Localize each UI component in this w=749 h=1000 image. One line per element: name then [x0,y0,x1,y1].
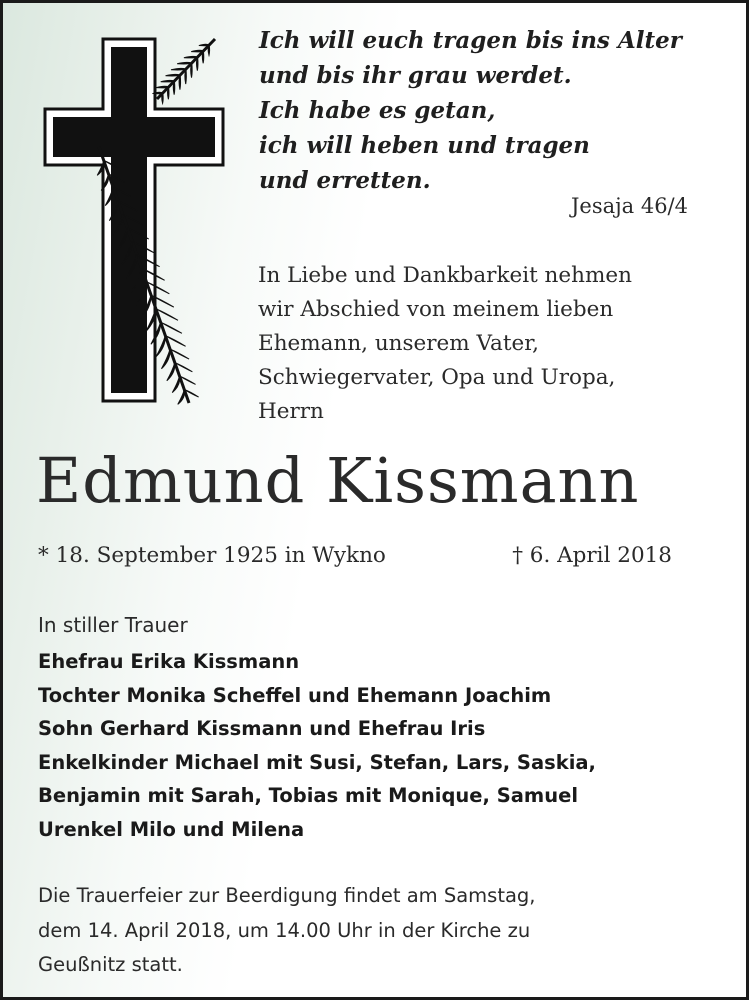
intro-line: In Liebe und Dankbarkeit nehmen [258,263,632,288]
intro-line: Ehemann, unserem Vater, [258,331,539,356]
list-item: Urenkel Milo und Milena [38,817,305,841]
deceased-name: Edmund Kissmann [36,444,640,517]
verse-line: und bis ihr grau werdet. [259,62,572,89]
verse-line: Ich habe es getan, [259,97,496,124]
list-item: Ehefrau Erika Kissmann [38,650,300,673]
intro-line: Herrn [258,399,324,424]
family-list [38,645,596,846]
service-line: dem 14. April 2018, um 14.00 Uhr in der Kirche zu [38,918,531,942]
service-line: Geußnitz statt. [38,953,183,976]
service-line: Die Trauerfeier zur Beerdigung findet am Samstag, [38,884,536,907]
mourning-lead: In stiller Trauer [38,613,188,637]
verse-line: und erretten. [259,167,431,194]
verse-line: Ich will euch tragen bis ins Alter [259,27,682,54]
intro-line: Schwiegervater, Opa und Uropa, [258,365,616,390]
farewell-intro [258,259,728,429]
intro-line: wir Abschied von meinem lieben [258,297,614,322]
cross-with-palm-art [39,37,229,407]
list-item: Sohn Gerhard Kissmann und Ehefrau Iris [38,717,486,740]
funeral-service-info [38,879,728,983]
verse-reference: Jesaja 46/4 [570,194,688,218]
birth-date: * 18. September 1925 in Wykno [38,543,386,568]
list-item: Benjamin mit Sarah, Tobias mit Monique, Samuel [38,784,579,807]
verse-line: ich will heben und tragen [259,132,590,159]
bible-verse [259,23,729,198]
death-date: † 6. April 2018 [512,543,672,568]
list-item: Tochter Monika Scheffel und Ehemann Joachim [38,683,552,707]
list-item: Enkelkinder Michael mit Susi, Stefan, Lars, Saskia, [38,750,596,774]
